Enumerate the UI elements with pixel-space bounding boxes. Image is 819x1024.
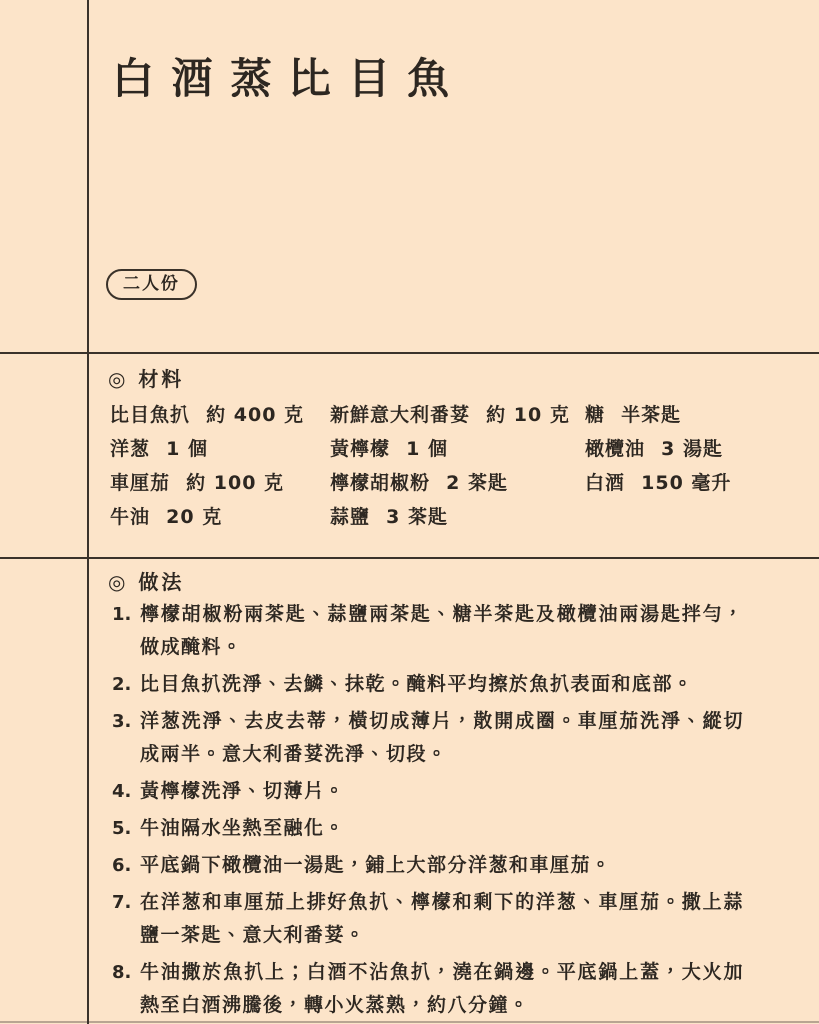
method-step — [112, 956, 744, 1022]
step-text: 牛油隔水坐熱至融化。 — [140, 817, 346, 839]
step-number: 4. — [112, 781, 132, 802]
ingredient-row — [585, 466, 735, 500]
ingredient-name: 橄欖油 — [585, 438, 646, 460]
ingredient-name: 洋葱 — [110, 438, 151, 460]
method-step — [112, 668, 744, 701]
method-step — [112, 705, 744, 771]
step-text: 在洋葱和車厘茄上排好魚扒、檸檬和剩下的洋葱、車厘茄。撒上蒜鹽一茶匙、意大利番荽。 — [140, 891, 744, 946]
ingredient-quantity: 約 100 克 — [186, 472, 285, 494]
ingredient-name: 牛油 — [110, 506, 151, 528]
step-text: 平底鍋下橄欖油一湯匙，鋪上大部分洋葱和車厘茄。 — [140, 854, 612, 876]
ingredient-quantity: 1 個 — [166, 438, 208, 460]
method-step — [112, 775, 744, 808]
ingredient-row — [110, 398, 330, 432]
ingredient-row — [110, 432, 330, 466]
divider-above-ingredients — [0, 352, 819, 354]
ingredients-grid — [110, 398, 735, 534]
method-step — [112, 598, 744, 664]
ingredient-quantity: 3 茶匙 — [386, 506, 448, 528]
ingredient-quantity: 半茶匙 — [621, 404, 682, 426]
ingredient-quantity: 1 個 — [406, 438, 448, 460]
ingredient-quantity: 2 茶匙 — [446, 472, 508, 494]
ingredient-name: 糖 — [585, 404, 606, 426]
ingredient-row — [330, 398, 585, 432]
ingredient-row — [110, 466, 330, 500]
ingredient-name: 車厘茄 — [110, 472, 171, 494]
step-text: 黃檸檬洗淨、切薄片。 — [140, 780, 346, 802]
method-step — [112, 886, 744, 952]
ingredients-column — [110, 398, 330, 534]
ingredients-column — [330, 398, 585, 534]
method-heading: ◎ 做法 — [108, 570, 185, 594]
step-text: 比目魚扒洗淨、去鱗、抹乾。醃料平均擦於魚扒表面和底部。 — [140, 673, 694, 695]
ingredient-quantity: 3 湯匙 — [661, 438, 723, 460]
ingredient-row — [330, 432, 585, 466]
ingredient-quantity: 約 10 克 — [486, 404, 570, 426]
ingredient-row — [330, 466, 585, 500]
left-margin-rule — [87, 0, 89, 1024]
ingredient-row — [585, 432, 735, 466]
ingredient-name: 檸檬胡椒粉 — [330, 472, 431, 494]
ingredient-name: 白酒 — [585, 472, 626, 494]
divider-above-method — [0, 557, 819, 559]
step-number: 3. — [112, 711, 132, 732]
servings-badge: 二人份 — [106, 269, 197, 300]
method-step — [112, 849, 744, 882]
ingredient-name: 黃檸檬 — [330, 438, 391, 460]
step-number: 1. — [112, 604, 132, 625]
step-number: 8. — [112, 962, 132, 983]
ingredient-name: 蒜鹽 — [330, 506, 371, 528]
ingredient-name: 比目魚扒 — [110, 404, 191, 426]
recipe-title: 白酒蒸比目魚 — [112, 54, 467, 104]
step-number: 2. — [112, 674, 132, 695]
step-text: 檸檬胡椒粉兩茶匙、蒜鹽兩茶匙、糖半茶匙及橄欖油兩湯匙拌勻，做成醃料。 — [140, 603, 744, 658]
ingredients-column — [585, 398, 735, 534]
step-number: 7. — [112, 892, 132, 913]
step-text: 洋葱洗淨、去皮去蒂，橫切成薄片，散開成圈。車厘茄洗淨、縱切成兩半。意大利番荽洗淨、切段。 — [140, 710, 744, 765]
method-step — [112, 812, 744, 845]
method-steps-list — [112, 598, 744, 1024]
ingredient-row — [330, 500, 585, 534]
ingredient-row — [585, 398, 735, 432]
ingredient-quantity: 20 克 — [166, 506, 223, 528]
ingredients-heading: ◎ 材料 — [108, 367, 185, 391]
step-number: 6. — [112, 855, 132, 876]
step-number: 5. — [112, 818, 132, 839]
ingredient-row — [110, 500, 330, 534]
ingredient-quantity: 150 毫升 — [641, 472, 732, 494]
ingredient-name: 新鮮意大利番荽 — [330, 404, 471, 426]
step-text: 牛油撒於魚扒上；白酒不沾魚扒，澆在鍋邊。平底鍋上蓋，大火加熱至白酒沸騰後，轉小火蒸熟，約八分鐘。 — [140, 961, 744, 1016]
ingredient-quantity: 約 400 克 — [206, 404, 305, 426]
